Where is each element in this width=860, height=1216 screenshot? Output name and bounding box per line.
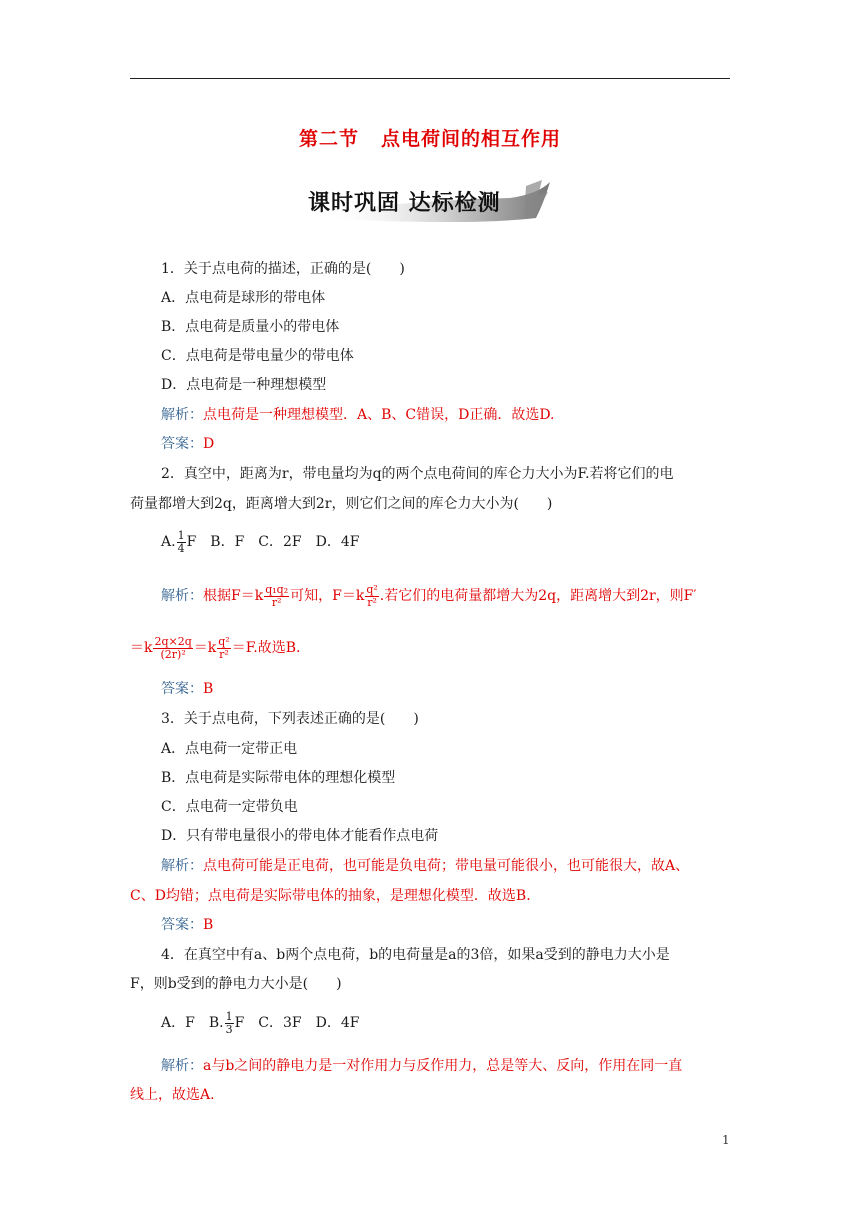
q3-option-b: B．点电荷是实际带电体的理想化模型: [161, 770, 396, 786]
q3-stem: 3．关于点电荷，下列表述正确的是( ): [161, 711, 419, 727]
answer-label: 答案：: [161, 436, 203, 452]
q1-option-b: B．点电荷是质量小的带电体: [161, 319, 340, 335]
q2-stem-line2: 荷量都增大到2q，距离增大到2r，则它们之间的库仑力大小为( ): [130, 496, 553, 512]
analysis-text: a与b之间的静电力是一对作用力与反作用力，总是等大、反向，作用在同一直: [203, 1058, 683, 1074]
q1-option-a: A．点电荷是球形的带电体: [161, 290, 326, 306]
q1-option-c: C．点电荷是带电量少的带电体: [161, 348, 354, 364]
q4-options: [161, 1009, 359, 1037]
analysis-label: 解析：: [161, 588, 203, 604]
q4-options-pre: A．F B.: [161, 1015, 224, 1031]
answer-label: 答案：: [161, 917, 203, 933]
q1-analysis: [161, 405, 555, 425]
section-name: 点电荷间的相互作用: [381, 128, 562, 150]
formula-2q2q-over-2r2: $\frac{2q\times 2q}{\text{(2r)²}}$: [154, 634, 192, 661]
q1-answer: [161, 434, 214, 454]
q2-analysis-line1: 解析：根据F＝k $\frac{\text{q₁q₂}}{\text{r²}}$ 可知，F＝k $\frac{\text{q²}}{\text{r²}}$ .若它们的电荷量都增大为2q，距离增大到2r，则F′: [161, 582, 697, 609]
q2-stem-line1: 2．真空中，距离为r，带电量均为q的两个点电荷间的库仑力大小为F.若将它们的电: [161, 466, 674, 482]
analysis-text: 点电荷可能是正电荷，也可能是负电荷；带电量可能很小，也可能很大，故A、: [203, 858, 690, 874]
q2-options: [161, 528, 359, 556]
q3-option-d: D．只有带电量很小的带电体才能看作点电荷: [161, 828, 439, 844]
formula-q2-over-r2: $\frac{\text{q²}}{\text{r²}}$: [366, 582, 378, 609]
q3-option-c: C．点电荷一定带负电: [161, 799, 298, 815]
q3-analysis-line1: [161, 856, 689, 876]
formula-q1q2-over-r2: $\frac{\text{q₁q₂}}{\text{r²}}$: [265, 582, 289, 609]
analysis-label: 解析：: [161, 407, 203, 423]
q4-stem-line2: F，则b受到的静电力大小是( ): [130, 976, 342, 992]
answer-label: 答案：: [161, 681, 203, 697]
banner: [300, 178, 560, 230]
q3-answer: [161, 915, 213, 935]
fraction-one-third: $\frac{1}{3}$: [225, 1009, 233, 1036]
analysis-text: 点电荷是一种理想模型．A、B、C错误，D正确．故选D.: [203, 407, 555, 423]
q1-stem: 1．关于点电荷的描述，正确的是( ): [161, 261, 405, 277]
q4-analysis-line2: 线上，故选A.: [130, 1087, 215, 1103]
q2-answer: [161, 679, 213, 699]
formula-q2-over-r2-b: $\frac{\text{q²}}{\text{r²}}$: [218, 634, 230, 661]
section-title: [0, 124, 860, 151]
page-number: 1: [722, 1133, 730, 1147]
banner-title: 课时巩固 达标检测: [308, 191, 501, 216]
q1-option-d: D．点电荷是一种理想模型: [161, 377, 327, 393]
q2-analysis-line2: ＝k $\frac{2q\times 2q}{\text{(2r)²}}$ ＝k $\frac{\text{q²}}{\text{r²}}$ ＝F.故选B.: [130, 634, 301, 661]
answer-value: B: [203, 917, 214, 933]
analysis-label: 解析：: [161, 858, 203, 874]
fraction-one-quarter: $\frac{1}{4}$: [177, 528, 185, 555]
header-rule: [130, 78, 730, 79]
answer-value: D: [203, 436, 215, 452]
q3-option-a: A．点电荷一定带正电: [161, 741, 298, 757]
section-number: 第二节: [298, 128, 359, 150]
q4-options-rest: F C．3F D．4F: [234, 1015, 360, 1031]
answer-value: B: [203, 681, 214, 697]
q3-analysis-line2: C、D均错；点电荷是实际带电体的抽象，是理想化模型．故选B.: [130, 888, 531, 904]
q2-options-rest: F B．F C．2F D．4F: [186, 534, 360, 550]
q4-analysis-line1: [161, 1056, 682, 1076]
q4-stem-line1: 4．在真空中有a、b两个点电荷，b的电荷量是a的3倍，如果a受到的静电力大小是: [161, 947, 670, 963]
q2-option-a-label: A.: [161, 534, 176, 550]
analysis-label: 解析：: [161, 1058, 203, 1074]
